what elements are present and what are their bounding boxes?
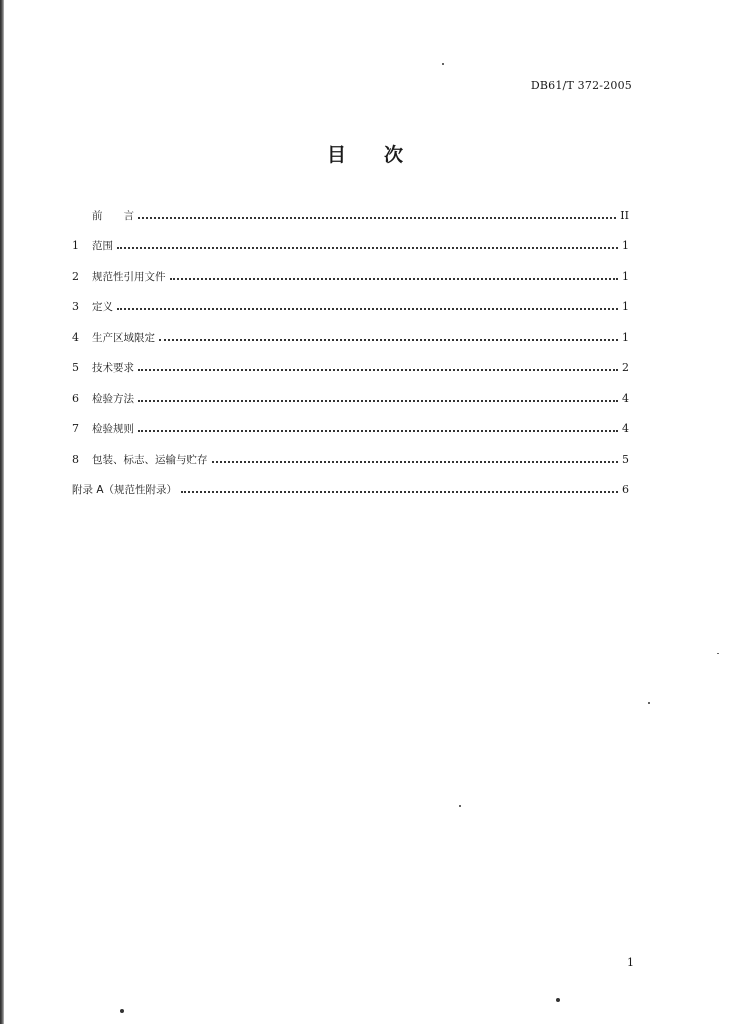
toc-entry-label: 生产区域限定 (92, 331, 155, 344)
toc-entry-page: 1 (622, 300, 629, 314)
toc-entry-number: 3 (72, 300, 79, 314)
toc-entry-page: 6 (622, 483, 629, 497)
toc-entry-label: 检验规则 (92, 423, 134, 436)
toc-entry-page: II (620, 208, 629, 222)
scan-speck (648, 702, 650, 704)
toc-entry-page: 2 (622, 361, 629, 375)
toc-entry-number: 5 (72, 361, 79, 375)
toc-leader-dots (138, 216, 616, 219)
toc-entry-page: 1 (622, 330, 629, 344)
scan-speck (717, 653, 719, 654)
toc-title (0, 140, 730, 167)
toc-entry-page: 1 (622, 269, 629, 283)
toc-entry-number: 8 (72, 452, 79, 466)
toc-entry-page: 1 (622, 239, 629, 253)
toc-leader-dots (138, 399, 618, 402)
toc-leader-dots (159, 338, 618, 341)
toc-entry-label: 检验方法 (92, 392, 134, 405)
toc-entry-label: 技术要求 (92, 362, 134, 375)
toc-entry-foreword[interactable] (72, 200, 629, 231)
toc-entry-label: 规范性引用文件 (92, 270, 166, 283)
toc-entry-scope[interactable] (72, 231, 629, 262)
scan-speck (442, 63, 444, 65)
toc-leader-dots (170, 277, 619, 280)
toc-entry-inspection-rules[interactable] (72, 414, 629, 445)
toc-leader-dots (117, 246, 618, 249)
toc-entry-appendix-a[interactable] (72, 475, 629, 506)
toc-entry-number: 6 (72, 391, 79, 405)
toc-title-char-1: 目 (326, 144, 346, 166)
page-number: 1 (627, 956, 634, 969)
toc-leader-dots (181, 490, 618, 493)
toc-title-char-2: 次 (384, 144, 404, 166)
toc-leader-dots (138, 429, 618, 432)
toc-entry-test-methods[interactable] (72, 383, 629, 414)
toc-entry-number: 1 (72, 239, 79, 253)
toc-entry-production-area[interactable] (72, 322, 629, 353)
toc-entry-normative-references[interactable] (72, 261, 629, 292)
toc-leader-dots (138, 368, 618, 371)
scan-speck (120, 1009, 124, 1013)
table-of-contents (72, 200, 629, 505)
toc-entry-number: 2 (72, 269, 79, 283)
toc-leader-dots (212, 460, 619, 463)
toc-entry-packaging[interactable] (72, 444, 629, 475)
scan-speck (459, 805, 461, 807)
scan-speck (556, 998, 560, 1002)
toc-entry-label: 范围 (92, 240, 113, 253)
toc-leader-dots (117, 307, 618, 310)
toc-entry-label: 包装、标志、运输与贮存 (92, 453, 208, 466)
toc-entry-number: 7 (72, 422, 79, 436)
toc-entry-definitions[interactable] (72, 292, 629, 323)
toc-entry-page: 4 (622, 391, 629, 405)
toc-entry-technical-requirements[interactable] (72, 353, 629, 384)
toc-entry-number: 4 (72, 330, 79, 344)
toc-entry-page: 4 (622, 422, 629, 436)
toc-entry-label: 定义 (92, 301, 113, 314)
document-code: DB61/T 372-2005 (530, 79, 632, 92)
toc-entry-label: 前 言 (92, 209, 134, 222)
toc-entry-page: 5 (622, 452, 629, 466)
toc-entry-label: 附录 A（规范性附录） (72, 484, 178, 497)
